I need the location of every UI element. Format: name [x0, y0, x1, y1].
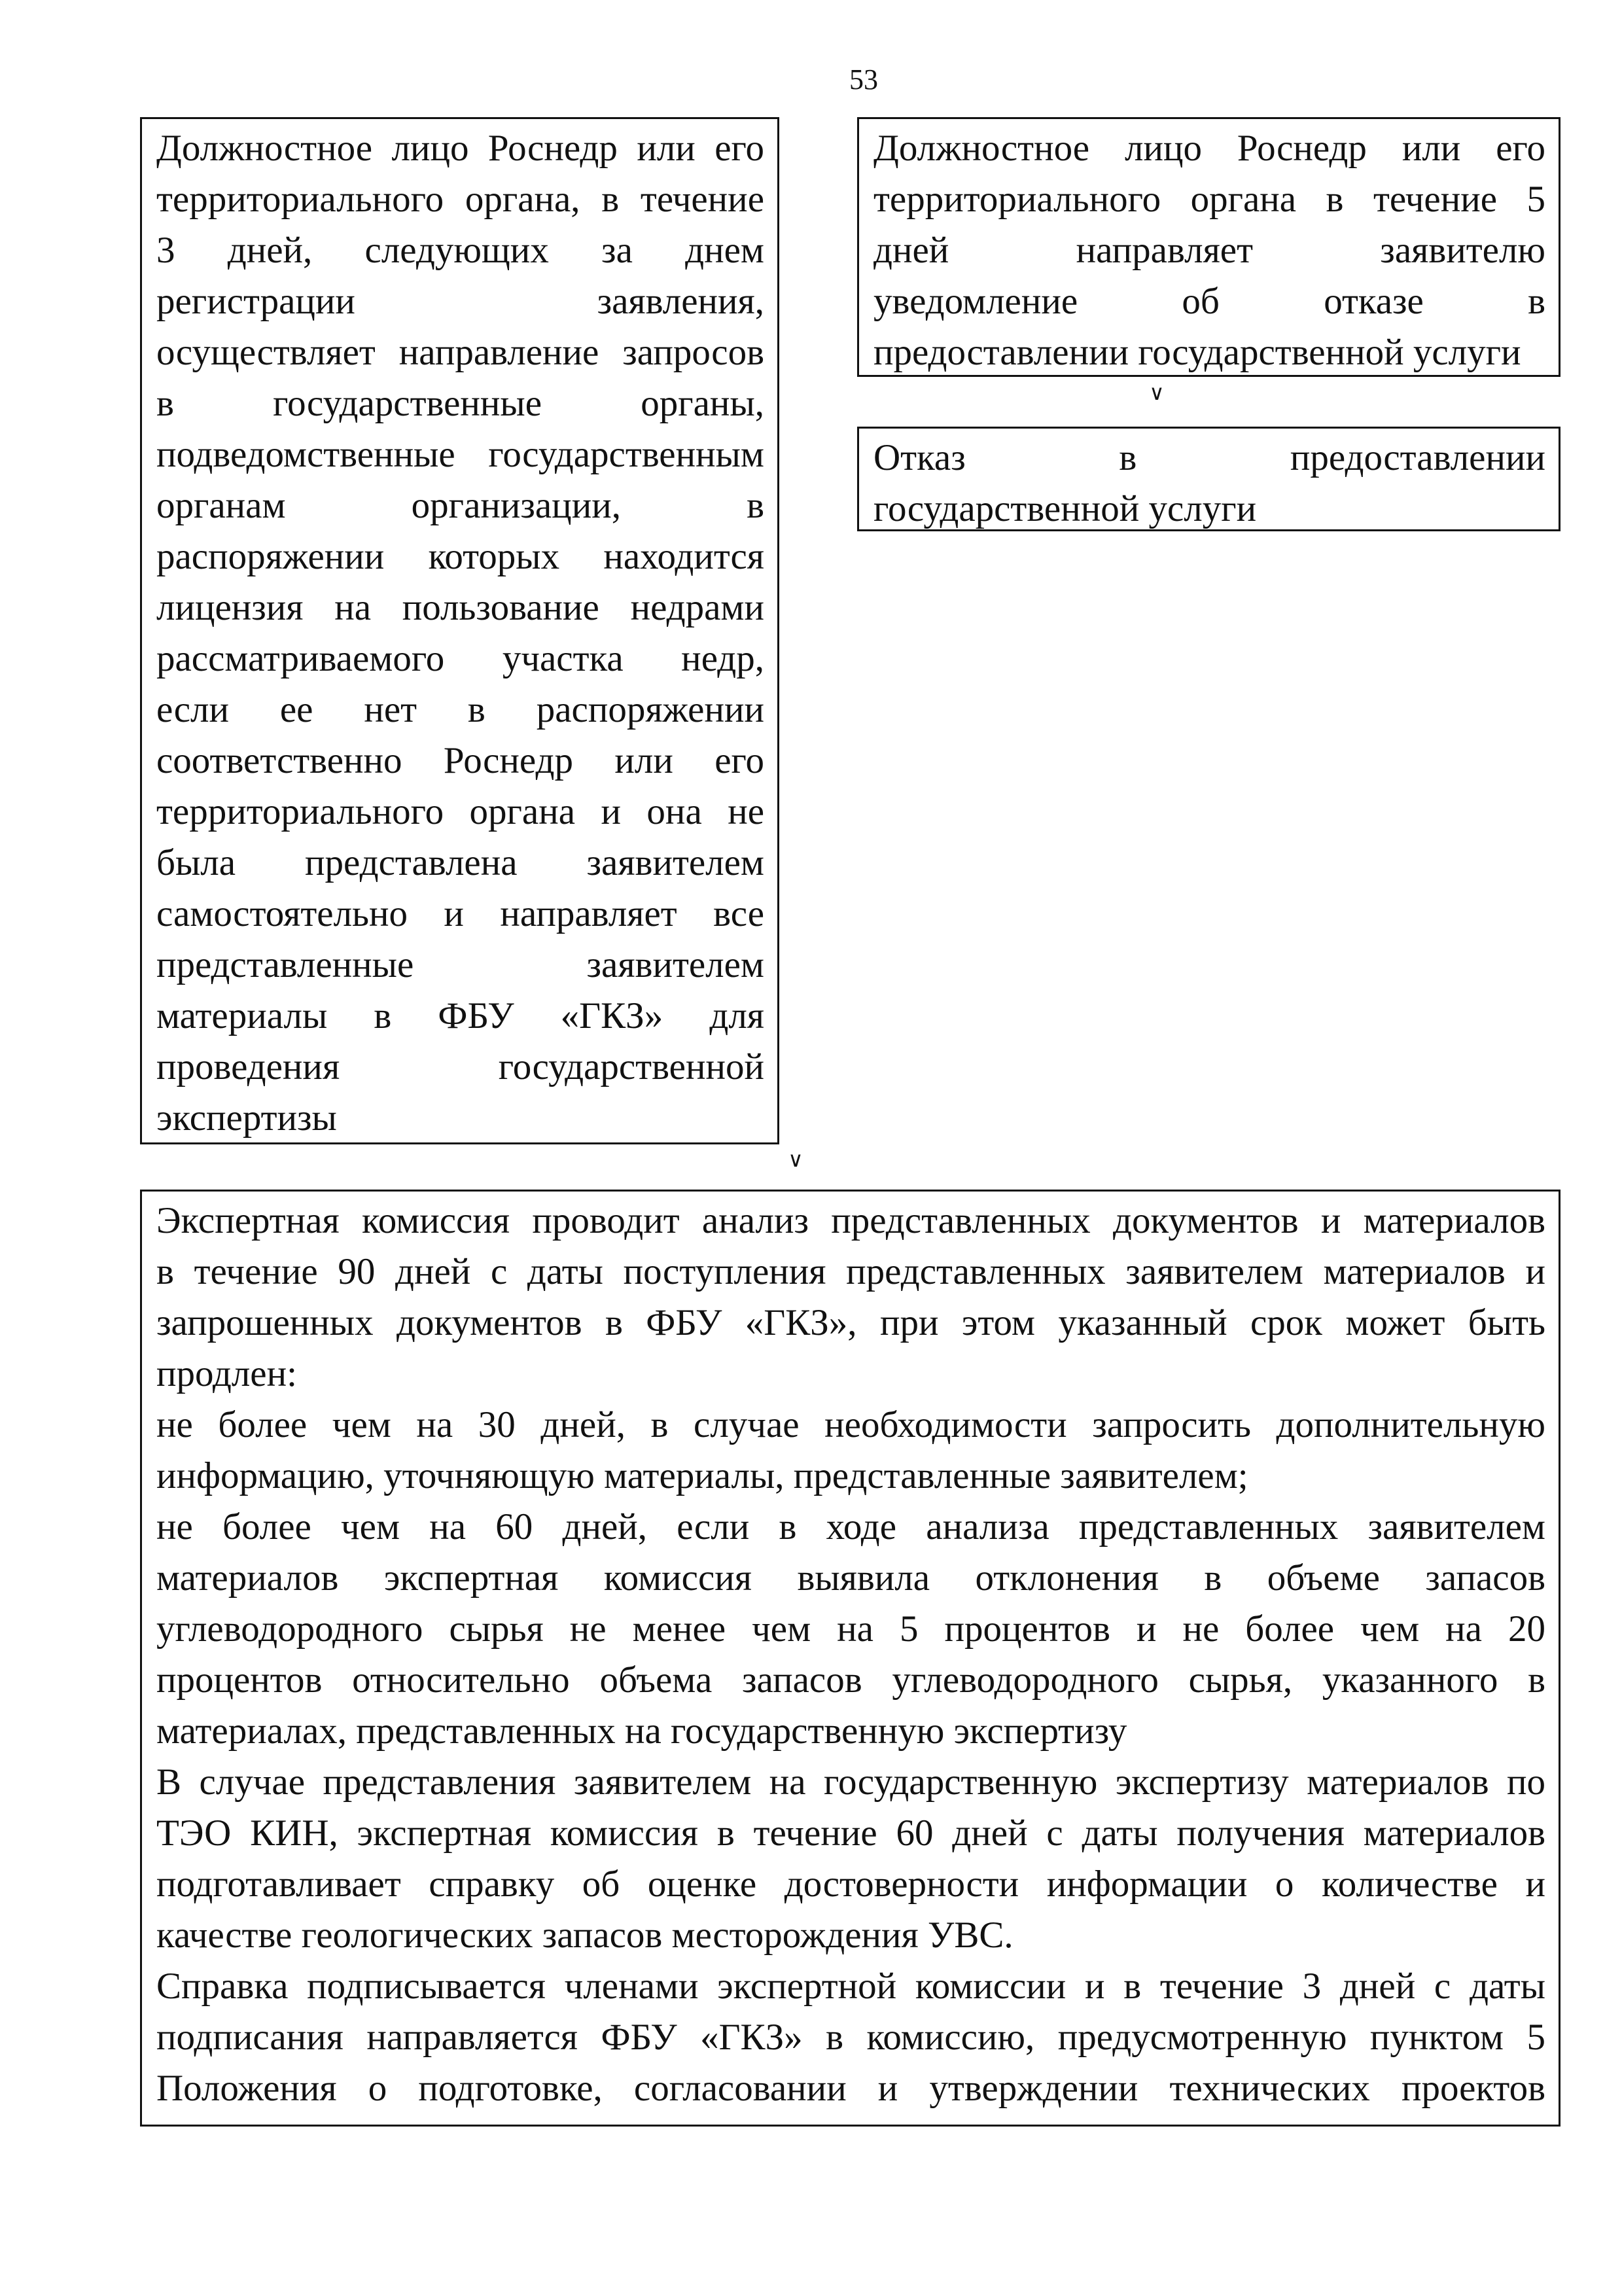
text-line: распоряжении которых находится	[156, 536, 764, 577]
text-line: подготавливает справку об оценке достоверности информации о количестве и	[156, 1863, 1545, 1905]
text-line: самостоятельно и направляет все	[156, 893, 764, 934]
text-line: Отказ в предоставлении	[873, 437, 1545, 478]
text-line: регистрации заявления,	[156, 281, 764, 322]
text-line: проведения государственной	[156, 1046, 764, 1087]
text-line: углеводородного сырья не менее чем на 5 процентов и не более чем на 20	[156, 1608, 1545, 1650]
text-line: органам организации, в	[156, 485, 764, 526]
flow-box-refusal	[857, 427, 1560, 531]
text-line: материалов экспертная комиссия выявила отклонения в объеме запасов	[156, 1557, 1545, 1598]
text-line: процентов относительно объема запасов углеводородного сырья, указанного в	[156, 1659, 1545, 1701]
text-line: в течение 90 дней с даты поступления представленных заявителем материалов и	[156, 1251, 1545, 1292]
text-line: территориального органа и она не	[156, 791, 764, 832]
text-line: материалы в ФБУ «ГКЗ» для	[156, 995, 764, 1036]
flow-box-expert-commission	[140, 1190, 1560, 2127]
text-line: предоставлении государственной услуги	[873, 332, 1521, 373]
flow-box-send-requests	[140, 117, 779, 1144]
text-line: государственной услуги	[873, 488, 1257, 529]
text-line: осуществляет направление запросов	[156, 332, 764, 373]
text-line: уведомление об отказе в	[873, 281, 1545, 322]
text-line: экспертизы	[156, 1097, 337, 1139]
text-line: Должностное лицо Роснедр или его	[873, 128, 1545, 169]
text-line: Справка подписывается членами экспертной комиссии и в течение 3 дней с даты	[156, 1966, 1545, 2007]
text-line: В случае представления заявителем на государственную экспертизу материалов по	[156, 1761, 1545, 1803]
arrow-down-icon: ∨	[1149, 380, 1165, 405]
arrow-down-icon: ∨	[788, 1147, 803, 1172]
page-number: 53	[849, 63, 878, 96]
text-line: была представлена заявителем	[156, 842, 764, 883]
text-line: подписания направляется ФБУ «ГКЗ» в комиссию, предусмотренную пунктом 5	[156, 2017, 1545, 2058]
text-line: не более чем на 60 дней, если в ходе анализа представленных заявителем	[156, 1506, 1545, 1547]
text-line: рассматриваемого участка недр,	[156, 638, 764, 679]
text-line: материалах, представленных на государственную экспертизу	[156, 1710, 1127, 1752]
text-line: подведомственные государственным	[156, 434, 764, 475]
text-line: соответственно Роснедр или его	[156, 740, 764, 781]
text-line: информацию, уточняющую материалы, представленные заявителем;	[156, 1455, 1248, 1496]
text-line: 3 дней, следующих за днем	[156, 230, 764, 271]
text-line: Экспертная комиссия проводит анализ представленных документов и материалов	[156, 1200, 1545, 1241]
text-line: качестве геологических запасов месторождения УВС.	[156, 1915, 1014, 1956]
text-line: территориального органа, в течение	[156, 179, 764, 220]
text-line: дней направляет заявителю	[873, 230, 1545, 271]
text-line: продлен:	[156, 1353, 297, 1394]
text-line: представленные заявителем	[156, 944, 764, 985]
text-line: в государственные органы,	[156, 383, 764, 424]
text-line: ТЭО КИН, экспертная комиссия в течение 60 дней с даты получения материалов	[156, 1812, 1545, 1854]
text-line: не более чем на 30 дней, в случае необходимости запросить дополнительную	[156, 1404, 1545, 1445]
text-line: Должностное лицо Роснедр или его	[156, 128, 764, 169]
text-line: если ее нет в распоряжении	[156, 689, 764, 730]
text-line: лицензия на пользование недрами	[156, 587, 764, 628]
text-line: запрошенных документов в ФБУ «ГКЗ», при этом указанный срок может быть	[156, 1302, 1545, 1343]
flow-box-refusal-notice	[857, 117, 1560, 377]
text-line: территориального органа в течение 5	[873, 179, 1545, 220]
text-line: Положения о подготовке, согласовании и утверждении технических проектов	[156, 2068, 1545, 2109]
